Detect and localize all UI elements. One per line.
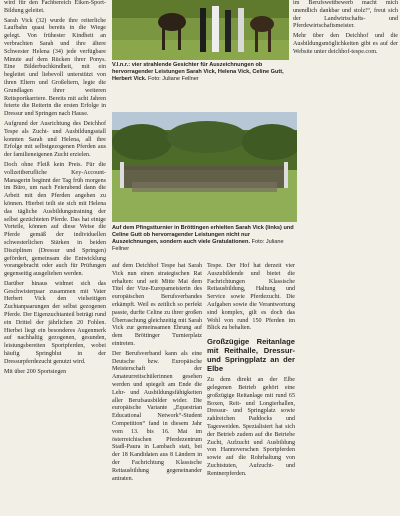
caption-lead: V.l.n.r.: vier strahlende Gesichter für Auszeichnungen ob hervorragender Leistungen Sarah Vick, Helena Vick, Celine Gutt, Herbert Vick.: [112, 62, 284, 82]
photo-award-group-image: [112, 0, 289, 60]
paragraph: Mehr über den Deichhof und die Ausbildungsmöglichkeiten gibt es auf der Website unter deichhof-tespe.com.: [293, 33, 398, 55]
article-column-4: [293, 0, 398, 59]
paragraph: Doch ohne Fleiß kein Preis. Für die vollzeitberufliche Key-Account-Managerin beginnt der Tag früh morgens im Büro, um nach Feierabend dann die Arbeit mit den Pferden angehen zu können. Hierbei teilt sie sich mit Helena das tägliche Ausbildungstraining der selbst gezüchteten Pferde. Das hat einige Vorteile, können auf diese Weise die Pferde gemäß der individuellen schwesterlichen Stärken in beiden Disziplinen (Dressur und Springen) gefördert, gemeinsam die Entwicklung vorangebracht oder auch für Prüfungen gegenseitig ausgeliehen werden.: [4, 161, 106, 278]
paragraph: Tespe. Der Hof hat derzeit vier Auszubildende und bietet die Fachrichtungen Klassische Reitausbildung, Haltung und Service sowie Pferdezucht. Die Aufgaben sowie die Verantwortung sind komplex, gilt es doch das Wohl von rund 150 Pferden im Blick zu behalten.: [207, 263, 295, 332]
paragraph: Mit über 200 Sportsiegen: [4, 368, 67, 375]
photo-award-group-caption: [112, 62, 292, 83]
paragraph: Sarah Vick (32) wurde ihre reiterliche Laufbahn quasi bereits in die Wiege gelegt. Von frühester Kindheit an verbrachten Sarah und ihre ältere Schwester Helena (34) jede verfügbare Minute auf dem Rücken ihrer Ponys. Eine Bilderbuchkindheit, mit ein begleitet und liebevoll unterstützt von ihren Eltern und Großeltern, legte die Grundlagen ihrer weiteren Reitsportkarriere. Bereits mit acht Jahren feierte die Reiterin die ersten Erfolge in Dressur und Springen nach Hause.: [4, 17, 106, 118]
paragraph: Zu dem direkt an der Elbe gelegenen Betrieb gehört eine großzügige Reitanlage mit rund 65 Boxen, Reit- und Longierhallen, Dressur- und Springplatz sowie zahlreichen Paddocks und Tagesweiden. Spezialisiert hat sich der Betrieb zudem auf die Betriebe Zucht, Aufzucht und Ausbildung von Hannoverschen Sportpferden sowie auf die Rohrhaltung von Zuchtstuten, Aufzucht- und Rentnerpferden.: [207, 377, 295, 477]
paragraph: wird für den Fachbereich Eiken-Sport-Bildung geleitet.: [4, 0, 106, 14]
article-column-2: [112, 263, 202, 485]
photo-tournament-group-caption: [112, 225, 297, 253]
caption-lead: Auf dem Pfingstturnier in Bröttingen erhielten Sarah Vick (links) und Celine Gutt ob hervorragender Leistungen nicht nur Auszeichnungen, sondern auch viele Gratulationen.: [112, 225, 294, 245]
paragraph: auf dem Deichhof Tespe hat Sarah Vick nun einen strategischen Rat erhalten: und seit Mitte Mai dem Titel der Vize-Europameisterin des europäischen Berufsverbandes erkämpft. Weil es zeitlich so perfekt passte, durfte Celine zu ihrer großen Überraschung gleichzeitig mit Sarah Vick zur gemeinsamen Ehrung auf dem Bröttinger Turnierplatz eintreten.: [112, 263, 202, 347]
caption-credit: Foto: Juliane Fellner: [147, 76, 199, 82]
photo-tournament-group-image: [112, 112, 297, 222]
paragraph: im Berufswettbewerb macht mich unendlich dankbar und stolz!“, freut sich der Landwirtschafts- und Pferdewirtschaftsmeister.: [293, 0, 398, 30]
paragraph: Darüber hinaus widmet sich das Geschwisterpaar zusammen mit Vater Herbert Vick den vielseitigen Zuchtanpaarungen der selbst gezogenen Pferde. Der Eigenzuchtanteil beträgt rund ein Drittel der jährlichen 20 Fohlen. Hierbei liegt ein besonderes Augenmerk auf nachhaltig gezogenen, gesunden, leistungsbereiten Sportpferden, wobei häufig Springblut in der Dressurpferdezucht genutzt wird.: [4, 280, 106, 365]
caption-credit: Foto: Juliane Fellner: [112, 239, 284, 252]
photo-award-group: [112, 0, 289, 60]
paragraph: Aufgrund der Ausrichtung des Deichhof Tespe als Zucht- und Ausbildungsstall konnten Sarah und Helena, all ihre Erfolge mit selbstgezogenen Pferden aus der familieneigenen Zucht erzielen.: [4, 120, 106, 159]
article-column-3: [207, 263, 295, 481]
section-subheading: Großzügige Reitanlage mit Reithalle, Dressur- und Springplatz an der Elbe: [207, 337, 295, 374]
photo-tournament-group: [112, 112, 297, 222]
paragraph: Der Berufsverband kann als eine Deutsche bzw. Europäische Meisterschaft der Amateurreitschülerinnen gesehen werden und spiegelt am Ende die Lehr- und Ausbildungsfähigkeiten aller Berufsausbilder wider. Die europäische Variante „Equestrian Educational Network“-Student Competition“ fand in diesem Jahr vom 13. bis 16. Mai im österreichischen Pferdezentrum Stadl-Paura in Lambach statt, bei der 18 Kandidaten aus 8 Ländern in der Fachrichtung Klassische Reitausbildung gegeneinander antraten.: [112, 350, 202, 482]
article-column-1: [4, 0, 106, 378]
